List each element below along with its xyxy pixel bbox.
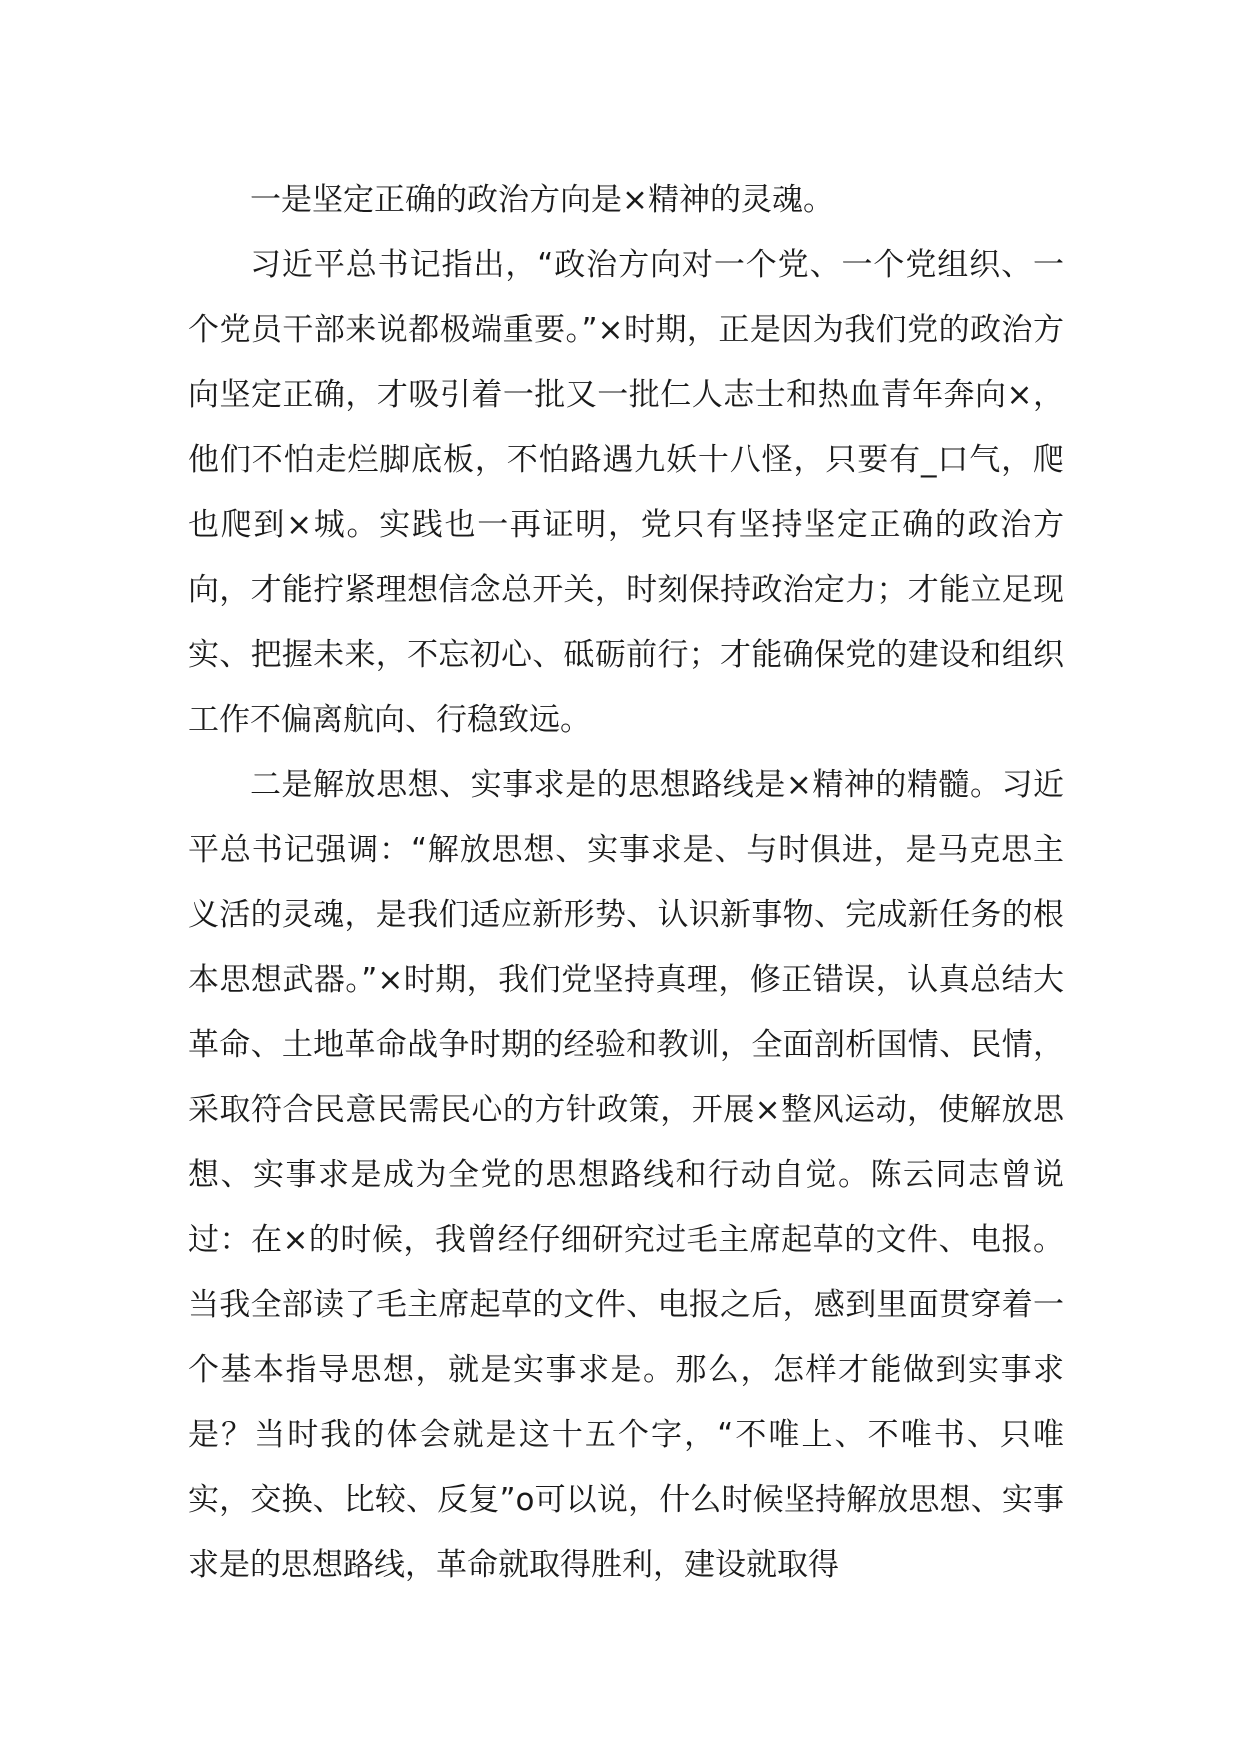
- paragraph-political-direction: 习近平总书记指出，“政治方向对一个党、一个党组织、一个党员干部来说都极端重要。”×时期，正是因为我们党的政治方向坚定正确，才吸引着一批又一批仁人志士和热血青年奔向×，他们不怕走烂脚底板，不怕路遇九妖十八怪，只要有_口气，爬也爬到×城。实践也一再证明，党只有坚持坚定正确的政治方向，才能拧紧理想信念总开关，时刻保持政治定力；才能立足现实、把握未来，不忘初心、砥砺前行；才能确保党的建设和组织工作不偏离航向、行稳致远。: [188, 247, 1064, 738]
- paragraph-heading-one: 一是坚定正确的政治方向是×精神的灵魂。: [250, 182, 834, 218]
- paragraph-ideological-line: 二是解放思想、实事求是的思想路线是×精神的精髓。习近平总书记强调：“解放思想、实事求是、与时俱进，是马克思主义活的灵魂，是我们适应新形势、认识新事物、完成新任务的根本思想武器。”×时期，我们党坚持真理，修正错误，认真总结大革命、土地革命战争时期的经验和教训，全面剖析国情、民情，采取符合民意民需民心的方针政策，开展×整风运动，使解放思想、实事求是成为全党的思想路线和行动自觉。陈云同志曾说过：在×的时候，我曾经仔细研究过毛主席起草的文件、电报。当我全部读了毛主席起草的文件、电报之后，感到里面贯穿着一个基本指导思想，就是实事求是。那么，怎样才能做到实事求是？当时我的体会就是这十五个字，“不唯上、不唯书、只唯实，交换、比较、反复”o可以说，什么时候坚持解放思想、实事求是的思想路线，革命就取得胜利，建设就取得: [188, 767, 1064, 1583]
- document-body: [188, 168, 1064, 1598]
